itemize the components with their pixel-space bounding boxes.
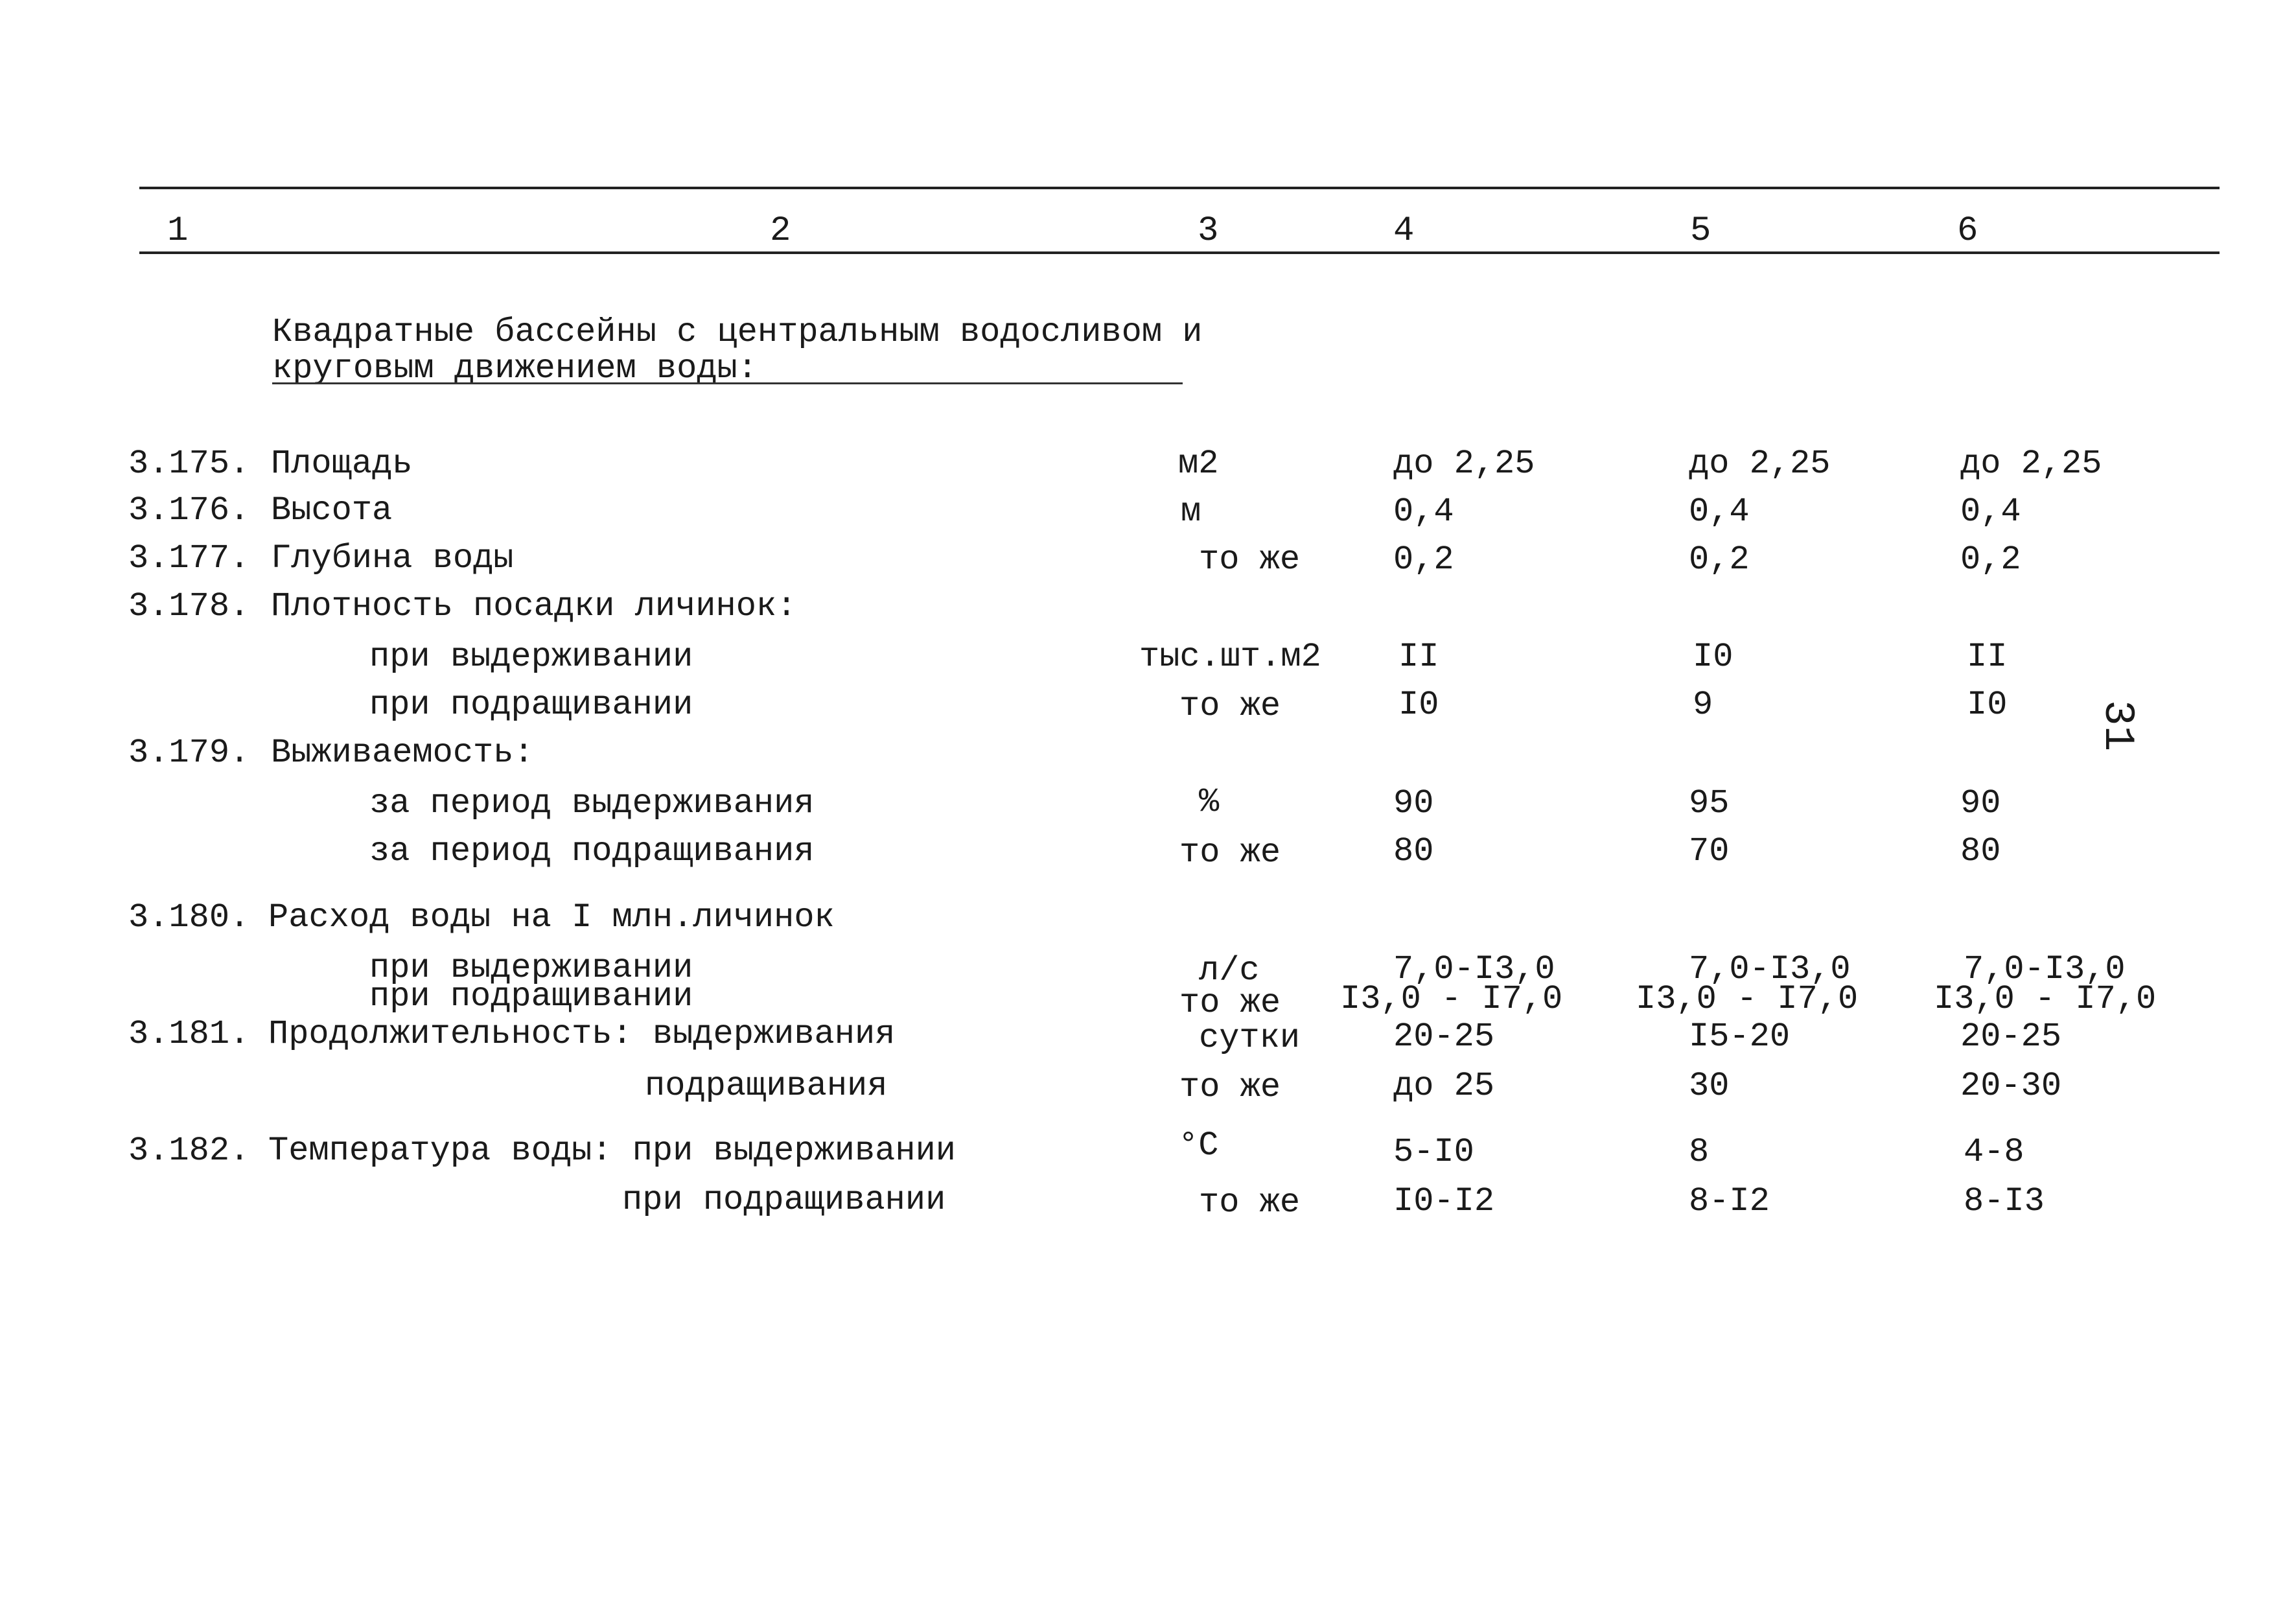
column-header-5: 5 <box>1690 211 1711 251</box>
row-value-col5: 0,2 <box>1689 541 1750 579</box>
row-unit: сутки <box>1199 1019 1301 1057</box>
row-value-col6: 20-30 <box>1960 1067 2062 1105</box>
row-number: 3.177. <box>128 539 250 577</box>
row-label: при подращивании <box>369 977 693 1016</box>
row-value-col5: 30 <box>1689 1067 1730 1105</box>
row-value-col4: I0-I2 <box>1393 1182 1495 1220</box>
row-value-col6: 80 <box>1960 832 2001 870</box>
row-unit: то же <box>1199 541 1301 579</box>
row-unit: то же <box>1179 687 1281 725</box>
table-top-rule <box>139 187 2220 189</box>
row-value-col6: 20-25 <box>1960 1018 2062 1056</box>
row-unit: м <box>1181 493 1201 531</box>
row-value-col4: I3,0 - I7,0 <box>1340 980 1563 1018</box>
row-label: при выдерживании <box>369 638 693 676</box>
row-value-col4: 20-25 <box>1393 1018 1495 1056</box>
column-header-3: 3 <box>1198 211 1219 251</box>
row-value-col5: до 2,25 <box>1689 445 1831 483</box>
row-label: подращивания <box>645 1067 888 1105</box>
row-label: при выдерживании <box>369 949 693 987</box>
row-unit: то же <box>1179 1068 1281 1106</box>
section-title-line-2: круговым движением воды: <box>272 349 758 388</box>
column-header-2: 2 <box>770 211 791 251</box>
row-unit: то же <box>1199 1183 1301 1222</box>
row-unit: то же <box>1179 984 1281 1022</box>
row-value-col6: до 2,25 <box>1960 445 2102 483</box>
row-value-col6: 8-I3 <box>1964 1182 2045 1220</box>
row-value-col6: 0,4 <box>1960 493 2021 531</box>
column-header-6: 6 <box>1957 211 1978 251</box>
row-label: при подращивании <box>622 1181 946 1219</box>
row-unit: % <box>1199 783 1220 821</box>
row-label: Продолжительность: выдерживания <box>268 1015 896 1053</box>
row-number: 3.179. <box>128 734 250 772</box>
row-value-col4: 90 <box>1393 784 1434 822</box>
row-value-col6: 7,0-I3,0 <box>1964 950 2126 988</box>
row-unit: °C <box>1178 1126 1219 1165</box>
row-unit: то же <box>1179 833 1281 872</box>
row-label: Температура воды: при выдерживании <box>268 1132 956 1170</box>
row-label: Высота <box>271 491 393 530</box>
row-label: Площадь <box>271 445 413 483</box>
section-title-line-1: Квадратные бассейны с центральным водосливом и <box>272 313 1203 351</box>
row-label: Глубина воды <box>271 539 514 577</box>
page-number: 31 <box>2093 700 2142 752</box>
row-number: 3.176. <box>128 491 250 530</box>
row-value-col4: 5-I0 <box>1393 1133 1474 1171</box>
row-label: за период выдерживания <box>369 784 815 822</box>
row-number: 3.175. <box>128 445 250 483</box>
row-label: Выживаемость: <box>271 734 534 772</box>
row-value-col6: 90 <box>1960 784 2001 822</box>
row-number: 3.182. <box>128 1132 250 1170</box>
row-value-col4: II <box>1398 638 1439 676</box>
row-label: Расход воды на I млн.личинок <box>268 898 835 937</box>
row-unit: м2 <box>1178 445 1219 483</box>
column-header-4: 4 <box>1393 211 1415 251</box>
row-number: 3.178. <box>128 587 250 625</box>
row-value-col5: 95 <box>1689 784 1730 822</box>
header-bottom-rule <box>139 251 2220 254</box>
row-number: 3.181. <box>128 1015 250 1053</box>
row-value-col6: 4-8 <box>1964 1133 2024 1171</box>
row-value-col5: 9 <box>1693 686 1713 724</box>
row-label: Плотность посадки личинок: <box>271 587 797 625</box>
row-unit: л/с <box>1199 951 1260 990</box>
row-value-col4: 80 <box>1393 832 1434 870</box>
row-value-col6: I0 <box>1967 686 2008 724</box>
row-value-col6: II <box>1967 638 2008 676</box>
row-unit: тыс.шт.м2 <box>1139 638 1321 676</box>
row-value-col4: I0 <box>1398 686 1439 724</box>
row-label: при подращивании <box>369 686 693 724</box>
row-value-col4: 7,0-I3,0 <box>1393 950 1555 988</box>
row-value-col5: I0 <box>1693 638 1734 676</box>
row-value-col5: 8-I2 <box>1689 1182 1770 1220</box>
row-value-col4: до 2,25 <box>1393 445 1535 483</box>
row-value-col6: 0,2 <box>1960 541 2021 579</box>
row-number: 3.180. <box>128 898 250 937</box>
row-value-col6: I3,0 - I7,0 <box>1934 980 2157 1018</box>
row-value-col4: 0,4 <box>1393 493 1454 531</box>
column-header-1: 1 <box>167 211 189 251</box>
row-value-col4: 0,2 <box>1393 541 1454 579</box>
row-value-col5: 0,4 <box>1689 493 1750 531</box>
row-label: за период подращивания <box>369 832 815 870</box>
section-title-underline <box>272 382 1183 384</box>
row-value-col4: до 25 <box>1393 1067 1495 1105</box>
row-value-col5: I5-20 <box>1689 1018 1791 1056</box>
row-value-col5: 7,0-I3,0 <box>1689 950 1851 988</box>
row-value-col5: 8 <box>1689 1133 1710 1171</box>
row-value-col5: 70 <box>1689 832 1730 870</box>
row-value-col5: I3,0 - I7,0 <box>1636 980 1859 1018</box>
